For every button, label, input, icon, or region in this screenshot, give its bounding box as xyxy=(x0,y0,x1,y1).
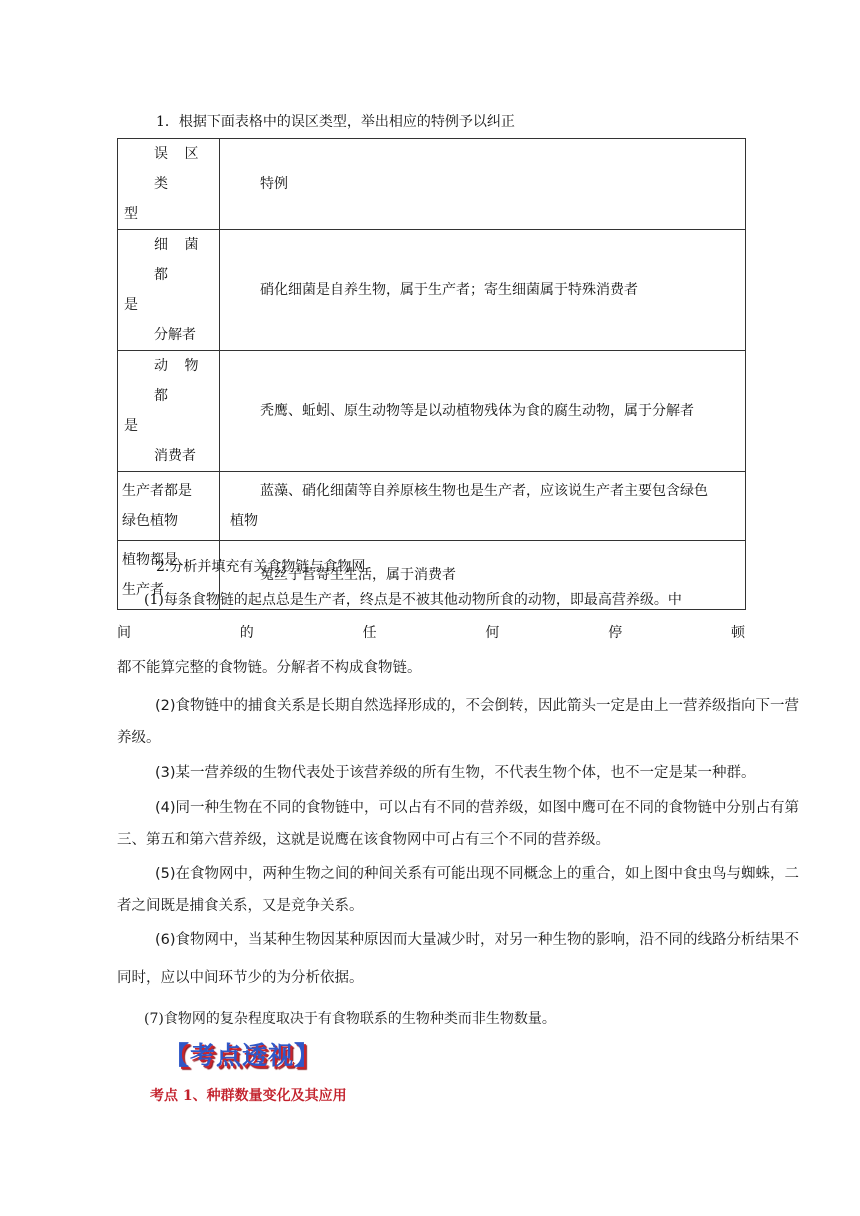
spread-char: 的 xyxy=(239,625,254,641)
header-example-cell xyxy=(220,139,746,230)
paragraph-1-continued xyxy=(117,652,823,684)
type-line1: 植物都是 xyxy=(122,552,178,568)
question-2-title: 2.分析并填充有关食物链与食物网 xyxy=(156,559,366,575)
paragraph-2-line2: 养级。 xyxy=(117,730,161,746)
paragraph-1-cont-text: 都不能算完整的食物链。分解者不构成食物链。 xyxy=(117,660,422,676)
paragraph-2-line1: (2)食物链中的捕食关系是长期自然选择形成的，不会倒转，因此箭头一定是由上一营养级指向下一营 xyxy=(155,698,800,714)
paragraph-1-spread-line xyxy=(117,622,745,642)
paragraph-4-line1: (4)同一种生物在不同的食物链中，可以占有不同的营养级，如图中鹰可在不同的食物链中分别占有第 xyxy=(155,800,800,816)
type-line3: 消费者 xyxy=(154,448,196,464)
paragraph-4-line2: 三、第五和第六营养级，这就是说鹰在该食物网中可占有三个不同的营养级。 xyxy=(117,832,610,848)
table-row xyxy=(118,472,746,541)
paragraph-6-line1: (6)食物网中，当某种生物因某种原因而大量减少时，对另一种生物的影响，沿不同的线路分析结果不 xyxy=(155,932,800,948)
spread-char: 何 xyxy=(485,625,500,641)
paragraph-3 xyxy=(117,757,823,789)
type-line1: 生产者都是 xyxy=(122,483,192,499)
paragraph-5-line2: 者之间既是捕食关系，又是竞争关系。 xyxy=(117,898,364,914)
type-cell xyxy=(118,351,220,472)
paragraph-3-line1: (3)某一营养级的生物代表处于该营养级的所有生物，不代表生物个体，也不一定是某一种群。 xyxy=(155,765,756,781)
misconception-table xyxy=(117,138,746,610)
paragraph-5 xyxy=(117,858,823,922)
table-row xyxy=(118,351,746,472)
paragraph-6 xyxy=(117,924,823,994)
example-cell xyxy=(220,230,746,351)
type-line2: 是 xyxy=(124,418,138,434)
question-1-title: 1．根据下面表格中的误区类型，举出相应的特例予以纠正 xyxy=(156,114,515,130)
example-cell xyxy=(220,351,746,472)
spread-char: 停 xyxy=(608,625,623,641)
spread-char: 任 xyxy=(362,625,377,641)
header-example-label: 特例 xyxy=(260,176,288,192)
type-line3: 分解者 xyxy=(154,327,196,343)
example-text: 硝化细菌是自养生物，属于生产者；寄生细菌属于特殊消费者 xyxy=(260,282,638,298)
paragraph-1: (1)每条食物链的起点总是生产者，终点是不被其他动物所食的动物，即最高营养级。中 xyxy=(144,592,682,608)
type-line1: 细 菌 都 xyxy=(154,237,205,283)
type-line2: 绿色植物 xyxy=(122,513,178,529)
paragraph-7 xyxy=(117,1003,823,1035)
example-text: 菟丝子营寄生生活，属于消费者 xyxy=(260,567,456,583)
paragraph-4 xyxy=(117,792,823,856)
table-header-row xyxy=(118,139,746,230)
paragraph-7-line1: (7)食物网的复杂程度取决于有食物联系的生物种类而非生物数量。 xyxy=(144,1011,556,1027)
type-line2: 是 xyxy=(124,297,138,313)
paragraph-6-line2: 同时，应以中间环节少的为分析依据。 xyxy=(117,970,364,986)
header-type-cell xyxy=(118,139,220,230)
header-type-line2: 型 xyxy=(124,206,138,222)
type-line1: 动 物 都 xyxy=(154,358,205,404)
table-row xyxy=(118,230,746,351)
spread-char: 顿 xyxy=(730,625,745,641)
example-text: 秃鹰、蚯蚓、原生动物等是以动植物残体为食的腐生动物，属于分解者 xyxy=(260,403,694,419)
example-cell xyxy=(220,472,746,541)
paragraph-5-line1: (5)在食物网中，两种生物之间的种间关系有可能出现不同概念上的重合，如上图中食虫鸟与蜘蛛，二 xyxy=(155,866,800,882)
header-type-line1: 误 区 类 xyxy=(154,146,205,192)
example-text-line1: 蓝藻、硝化细菌等自养原核生物也是生产者，应该说生产者主要包含绿色 xyxy=(260,483,708,499)
type-line2: 生产者 xyxy=(122,582,164,598)
paragraph-2 xyxy=(117,690,823,754)
section-banner: 【考点透视】 xyxy=(164,1041,321,1070)
spread-char: 间 xyxy=(117,625,131,641)
type-cell xyxy=(118,230,220,351)
example-text-line2: 植物 xyxy=(230,513,258,529)
kaodian-heading: 考点 1、种群数量变化及其应用 xyxy=(150,1088,347,1104)
type-cell xyxy=(118,472,220,541)
